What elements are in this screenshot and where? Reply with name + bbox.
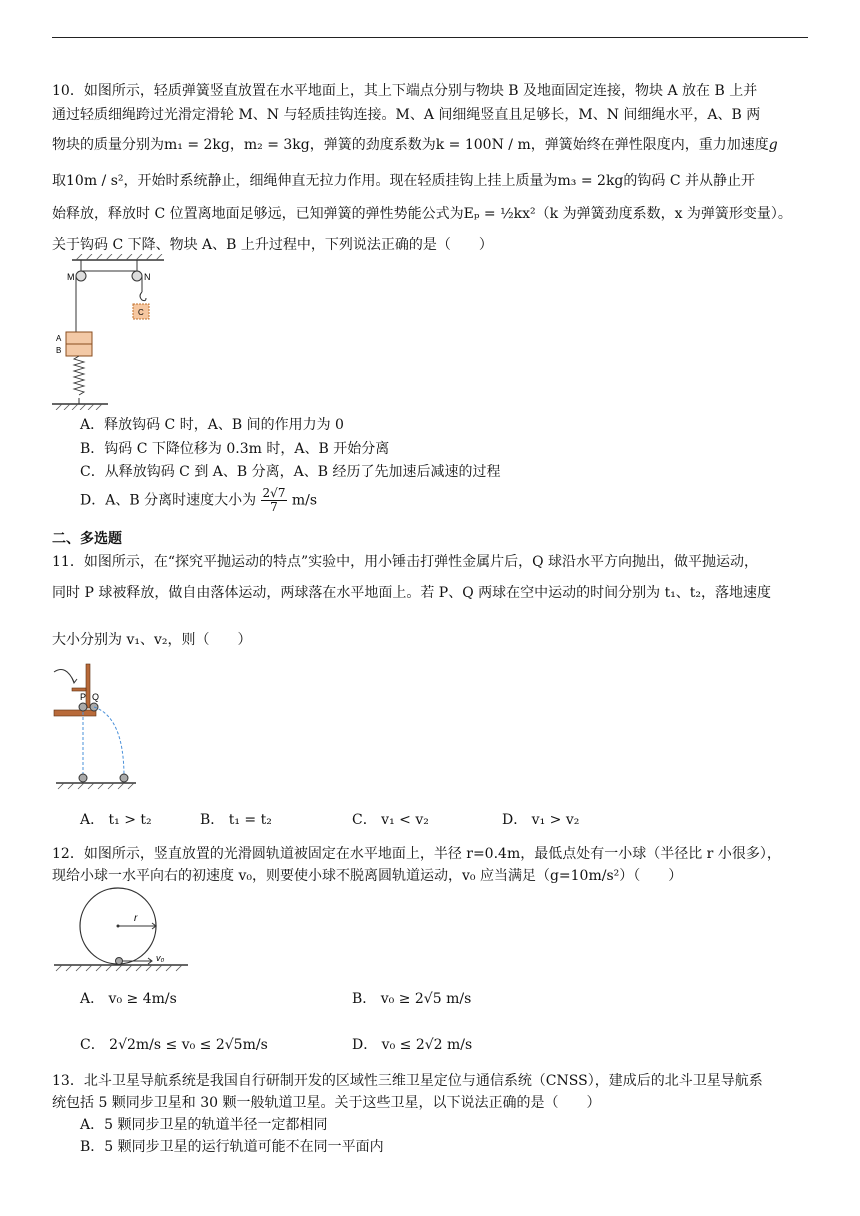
q12-line-2: 现给小球一水平向右的初速度 v₀，则要使小球不脱离圆轨道运动，v₀ 应当满足（g=10m/s²）（ ） <box>52 868 683 884</box>
ep-formula: Eₚ = ½kx² <box>463 206 536 222</box>
label-p: P <box>80 692 87 702</box>
m2-value: m₂ = 3kg <box>243 137 310 153</box>
q10-line-3: 物块的质量分别为m₁ = 2kg，m₂ = 3kg，弹簧的劲度系数为k = 100N / m，弹簧始终在弹性限度内，重力加速度g <box>52 137 778 153</box>
section-heading: 二、多选题 <box>52 531 122 547</box>
q10-option-c[interactable]: C．从释放钩码 C 到 A、B 分离，A、B 经历了先加速后减速的过程 <box>80 464 501 480</box>
label-r: r <box>134 913 138 924</box>
q13-option-a[interactable]: A．5 颗同步卫星的轨道半径一定都相同 <box>80 1117 328 1133</box>
label-n: N <box>144 272 151 282</box>
q10-option-b[interactable]: B．钩码 C 下降位移为 0.3m 时，A、B 开始分离 <box>80 441 390 457</box>
q11-projectile-figure <box>50 660 140 792</box>
q10-option-d[interactable]: D．A、B 分离时速度大小为 $\frac{2√7}{7}$ m/s <box>80 486 318 514</box>
label-v0: v₀ <box>156 953 165 963</box>
label-b: B <box>56 346 62 355</box>
q11-line-2: 同时 P 球被释放，做自由落体运动，两球落在水平地面上。若 P、Q 两球在空中运动的时间分别为 t₁、t₂，落地速度 <box>52 585 772 601</box>
q10-line-4: 取10m / s²，开始时系统静止，细绳伸直无拉力作用。现在轻质挂钩上挂上质量为m₃ = 2kg的钩码 C 并从静止开 <box>52 173 756 189</box>
label-a: A <box>56 334 62 343</box>
g-value: 10m / s² <box>66 173 124 189</box>
q10-line-2: 通过轻质细绳跨过光滑定滑轮 M、N 与轻质挂钩连接。M、A 间细绳竖直且足够长，M、N 间细绳水平，A、B 两 <box>52 107 761 123</box>
q10-line-6: 关于钩码 C 下降、物块 A、B 上升过程中，下列说法正确的是（ ） <box>52 237 493 253</box>
q12-option-d[interactable]: D． v₀ ≤ 2√2 m/s <box>352 1037 473 1053</box>
q11-option-d[interactable]: D． v₁ > v₂ <box>502 812 580 828</box>
q13-line-1: 13．北斗卫星导航系统是我国自行研制开发的区域性三维卫星定位与通信系统（CNSS），建成后的北斗卫星导航系 <box>52 1073 763 1089</box>
header-rule <box>52 37 808 38</box>
q13-option-b[interactable]: B．5 颗同步卫星的运行轨道可能不在同一平面内 <box>80 1139 384 1155</box>
q11-line-3: 大小分别为 v₁、v₂，则（ ） <box>52 632 252 648</box>
q10-line-5: 始释放，释放时 C 位置离地面足够远，已知弹簧的弹性势能公式为Eₚ = ½kx²（k 为弹簧劲度系数，x 为弹簧形变量）。 <box>52 206 792 222</box>
m3-value: m₃ = 2kg <box>557 173 624 189</box>
m1-value: m₁ = 2kg <box>164 137 230 153</box>
q11-option-c[interactable]: C． v₁ < v₂ <box>352 812 429 828</box>
q12-option-a[interactable]: A． v₀ ≥ 4m/s <box>80 991 177 1007</box>
q10-option-a[interactable]: A．释放钩码 C 时，A、B 间的作用力为 0 <box>80 417 344 433</box>
q12-circular-track-figure <box>52 885 192 975</box>
k-value: k = 100N / m <box>435 137 531 153</box>
q12-line-1: 12．如图所示，竖直放置的光滑圆轨道被固定在水平地面上，半径 r=0.4m，最低点处有一小球（半径比 r 小很多）， <box>52 846 781 862</box>
q12-option-c[interactable]: C． 2√2m/s ≤ v₀ ≤ 2√5m/s <box>80 1037 268 1053</box>
q11-option-b[interactable]: B． t₁ = t₂ <box>200 812 272 828</box>
label-c: C <box>138 308 144 317</box>
q11-option-a[interactable]: A． t₁ > t₂ <box>80 812 152 828</box>
q10-line-1: 10．如图所示，轻质弹簧竖直放置在水平地面上，其上下端点分别与物块 B 及地面固定连接，物块 A 放在 B 上并 <box>52 83 758 99</box>
q12-option-b[interactable]: B． v₀ ≥ 2√5 m/s <box>352 991 472 1007</box>
q13-line-2: 统包括 5 颗同步卫星和 30 颗一般轨道卫星。关于这些卫星，以下说法正确的是（ ） <box>52 1095 601 1111</box>
q10-pulley-figure <box>52 254 172 410</box>
q11-line-1: 11．如图所示，在“探究平抛运动的特点”实验中，用小锤击打弹性金属片后，Q 球沿水平方向抛出，做平抛运动， <box>52 554 759 570</box>
label-q: Q <box>92 692 100 702</box>
label-m: M <box>67 272 75 282</box>
